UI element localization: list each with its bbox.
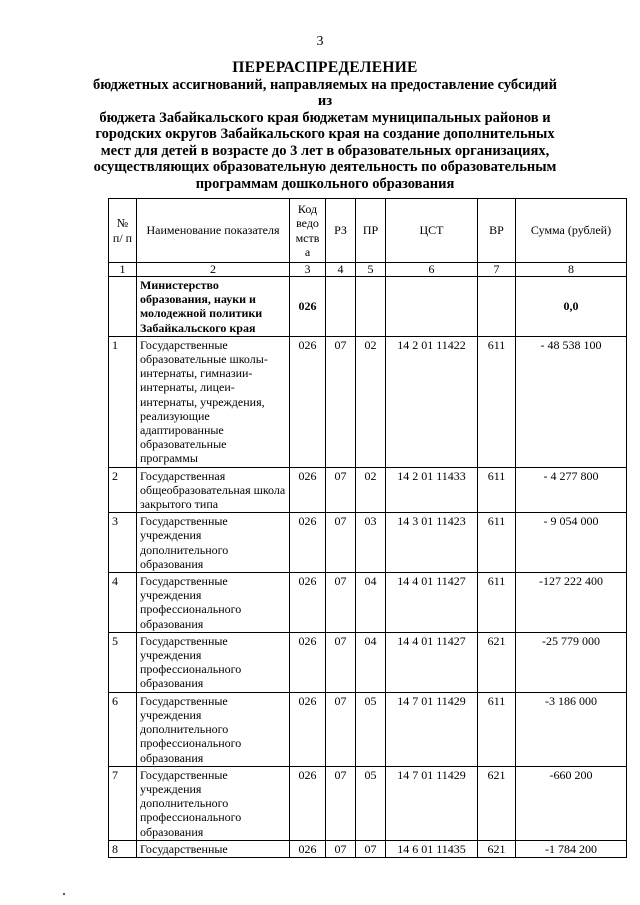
col-header-code: Код ведо мств а: [290, 199, 326, 263]
allocation-table: [108, 198, 627, 858]
ministry-row: [109, 277, 627, 337]
ministry-sum: 0,0: [516, 277, 627, 337]
row-number: 1: [109, 336, 137, 467]
column-number: 8: [516, 263, 627, 277]
row-sum: -127 222 400: [516, 573, 627, 633]
row-name: Государственная общеобразовательная школа закрытого типа: [137, 467, 290, 513]
row-vr: 611: [478, 573, 516, 633]
row-rz: 07: [326, 840, 356, 857]
row-rz: 07: [326, 573, 356, 633]
table-row: [109, 840, 627, 857]
col-header-pr: ПР: [356, 199, 386, 263]
ministry-name: Министерство образования, науки и молодежной политики Забайкальского края: [137, 277, 290, 337]
page-number: 3: [316, 34, 324, 49]
row-pr: 05: [356, 766, 386, 840]
row-sum: -3 186 000: [516, 692, 627, 766]
header-row: [109, 199, 627, 263]
row-cst: 14 3 01 11423: [386, 513, 478, 573]
title-line: осуществляющих образовательную деятельность по образовательным: [93, 159, 557, 175]
row-name: Государственные учреждения профессионального образования: [137, 573, 290, 633]
row-code: 026: [290, 467, 326, 513]
title-line: бюджетных ассигнований, направляемых на предоставление субсидий из: [92, 76, 557, 109]
row-code: 026: [290, 766, 326, 840]
col-header-num: № п/ п: [109, 199, 137, 263]
row-code: 026: [290, 632, 326, 692]
row-rz: 07: [326, 632, 356, 692]
row-name: Государственные учреждения профессионального образования: [137, 632, 290, 692]
row-number: 4: [109, 573, 137, 633]
col-header-sum: Сумма (рублей): [516, 199, 627, 263]
row-cst: 14 6 01 11435: [386, 840, 478, 857]
column-number: 7: [478, 263, 516, 277]
row-code: 026: [290, 336, 326, 467]
row-name: Государственные: [137, 840, 290, 857]
row-pr: 05: [356, 692, 386, 766]
table-row: [109, 692, 627, 766]
row-sum: - 9 054 000: [516, 513, 627, 573]
row-pr: 02: [356, 467, 386, 513]
row-number: 8: [109, 840, 137, 857]
row-number: 6: [109, 692, 137, 766]
col-header-name: Наименование показателя: [137, 199, 290, 263]
row-vr: 611: [478, 336, 516, 467]
col-header-rz: РЗ: [326, 199, 356, 263]
row-rz: 07: [326, 692, 356, 766]
row-code: 026: [290, 513, 326, 573]
row-rz: 07: [326, 766, 356, 840]
column-number: 1: [109, 263, 137, 277]
row-name: Государственные учреждения дополнительного профессионального образования: [137, 766, 290, 840]
row-sum: -1 784 200: [516, 840, 627, 857]
row-pr: 04: [356, 632, 386, 692]
row-sum: - 48 538 100: [516, 336, 627, 467]
title-line: программам дошкольного образования: [195, 175, 455, 192]
row-number: 5: [109, 632, 137, 692]
row-pr: 03: [356, 513, 386, 573]
row-name: Государственные образовательные школы-интернаты, гимназии-интернаты, лицеи-интернаты, учреждения, реализующие адаптированные образовательные программы: [137, 336, 290, 467]
row-cst: 14 2 01 11433: [386, 467, 478, 513]
row-sum: -660 200: [516, 766, 627, 840]
column-number: 2: [137, 263, 290, 277]
row-code: 026: [290, 573, 326, 633]
row-rz: 07: [326, 336, 356, 467]
table-row: [109, 336, 627, 467]
row-sum: -25 779 000: [516, 632, 627, 692]
row-vr: 611: [478, 467, 516, 513]
table-row: [109, 632, 627, 692]
column-number: 3: [290, 263, 326, 277]
row-rz: 07: [326, 467, 356, 513]
table-row: [109, 467, 627, 513]
row-cst: 14 7 01 11429: [386, 766, 478, 840]
row-name: Государственные учреждения дополнительного образования: [137, 513, 290, 573]
row-number: 2: [109, 467, 137, 513]
row-code: 026: [290, 692, 326, 766]
table-row: [109, 766, 627, 840]
row-sum: - 4 277 800: [516, 467, 627, 513]
row-vr: 621: [478, 840, 516, 857]
document-title: [90, 60, 560, 192]
row-vr: 611: [478, 692, 516, 766]
row-cst: 14 2 01 11422: [386, 336, 478, 467]
row-rz: 07: [326, 513, 356, 573]
row-pr: 02: [356, 336, 386, 467]
row-pr: 04: [356, 573, 386, 633]
ministry-code: 026: [290, 277, 326, 337]
row-pr: 07: [356, 840, 386, 857]
row-code: 026: [290, 840, 326, 857]
column-number-row: [109, 263, 627, 277]
col-header-cst: ЦСТ: [386, 199, 478, 263]
column-number: 6: [386, 263, 478, 277]
row-name: Государственные учреждения дополнительного профессионального образования: [137, 692, 290, 766]
row-vr: 611: [478, 513, 516, 573]
row-cst: 14 4 01 11427: [386, 632, 478, 692]
title-line: бюджета Забайкальского края бюджетам муниципальных районов и: [99, 109, 551, 126]
table-row: [109, 573, 627, 633]
table-row: [109, 513, 627, 573]
title-heading: ПЕРЕРАСПРЕДЕЛЕНИЕ: [232, 59, 418, 76]
col-header-vr: ВР: [478, 199, 516, 263]
row-cst: 14 7 01 11429: [386, 692, 478, 766]
column-number: 4: [326, 263, 356, 277]
title-line: городских округов Забайкальского края на создание дополнительных: [95, 126, 555, 142]
title-line: мест для детей в возрасте до 3 лет в образовательных организациях,: [100, 142, 550, 159]
row-number: 7: [109, 766, 137, 840]
column-number: 5: [356, 263, 386, 277]
row-number: 3: [109, 513, 137, 573]
row-vr: 621: [478, 632, 516, 692]
row-cst: 14 4 01 11427: [386, 573, 478, 633]
scan-speck: [63, 893, 65, 895]
row-vr: 621: [478, 766, 516, 840]
